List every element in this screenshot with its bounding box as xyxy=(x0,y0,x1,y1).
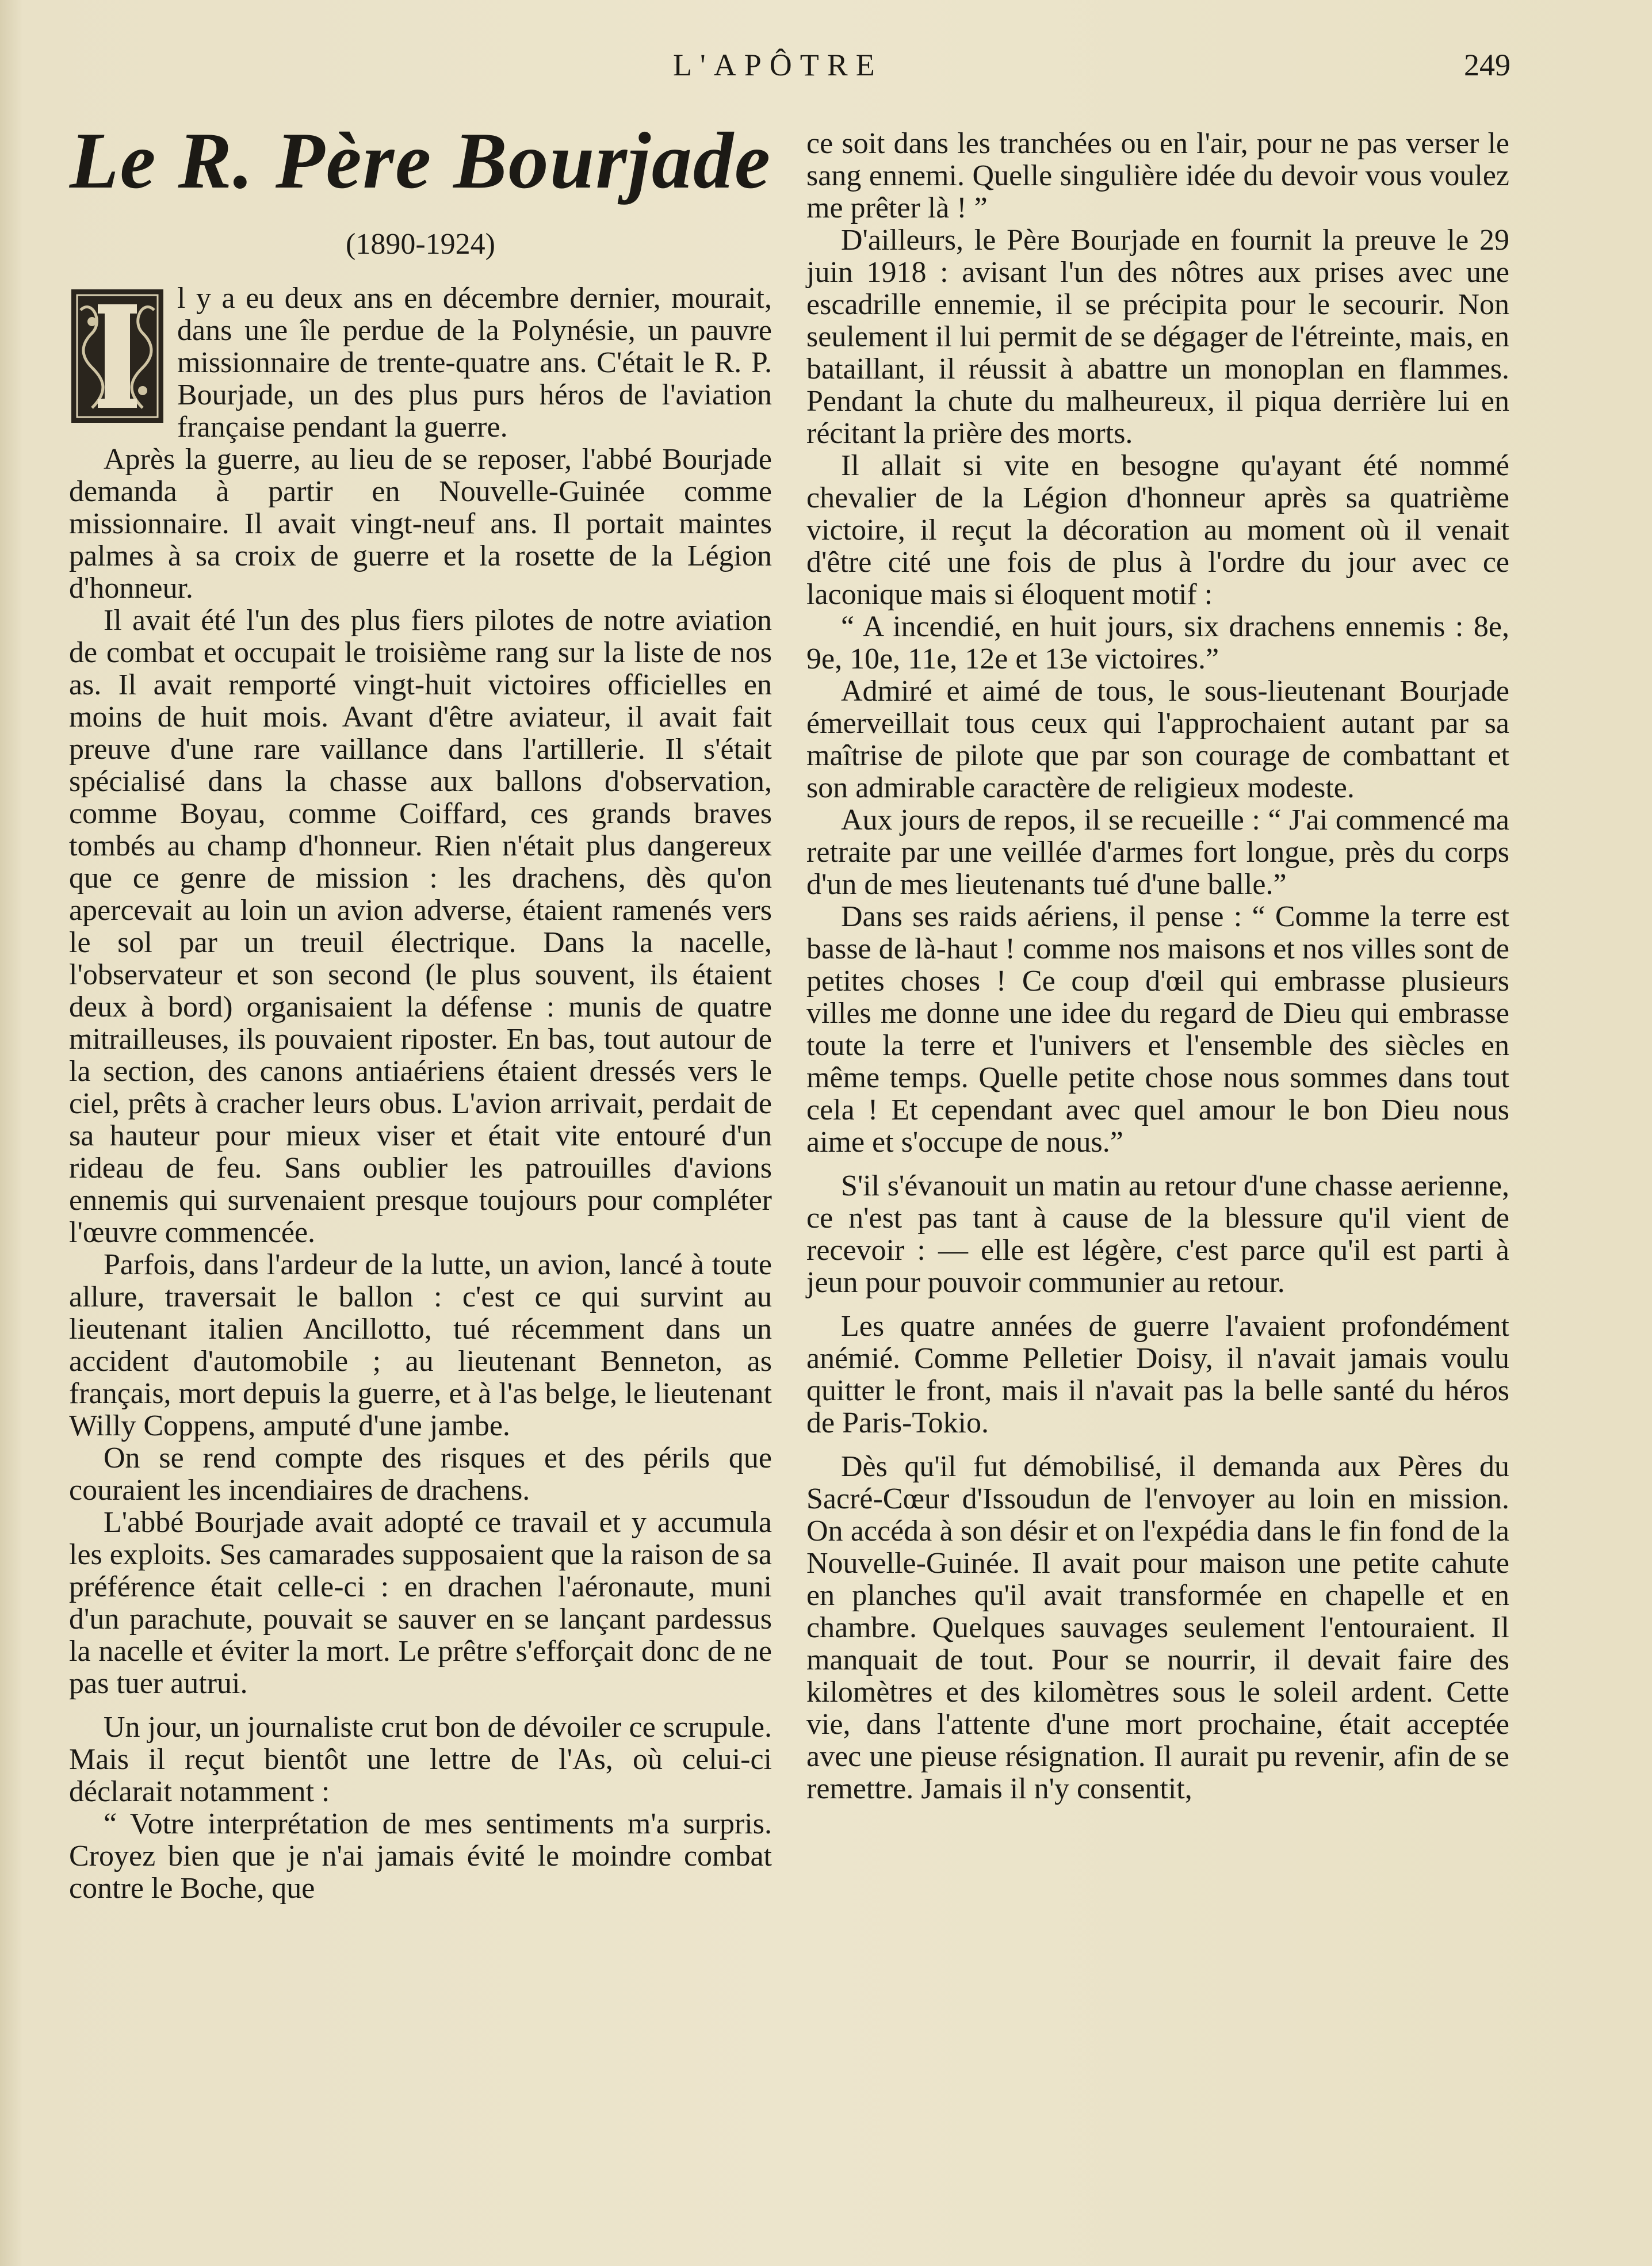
running-title: L'APÔTRE xyxy=(673,48,883,82)
paragraph: Admiré et aimé de tous, le sous-lieutenant Bourjade émerveillait tous ceux qui l'approchaient autant par sa maîtrise de pilote que par son courage de combattant et son admirable caractère de religieux modeste. xyxy=(806,675,1509,804)
right-column xyxy=(806,128,1509,1805)
paragraph: Les quatre années de guerre l'avaient profondément anémié. Comme Pelletier Doisy, il n'avait jamais voulu quitter le front, mais il n'avait pas la belle santé du héros de Paris-Tokio. xyxy=(806,1310,1509,1439)
paragraph: Dans ses raids aériens, il pense : “ Comme la terre est basse de là-haut ! comme nos maisons et nos villes sont de petites choses ! Ce coup d'œil qui embrasse plusieurs villes me donne une idee du regard de Dieu qui embrasse toute la terre et l'univers et l'ensemble des siècles en même temps. Quelle petite chose nous sommes dans tout cela ! Et cependant avec quel amour le bon Dieu nous aime et s'occupe de nous.” xyxy=(806,900,1509,1159)
left-column xyxy=(69,118,772,1905)
paragraph-opening: l y a eu deux ans en décembre dernier, mourait, dans une île perdue de la Polynésie, un pauvre missionnaire de trente-quatre ans. C'était le R. P. Bourjade, un des plus purs héros de l'aviation française pendant la guerre. xyxy=(177,282,772,444)
quote-paragraph: “ Votre interprétation de mes sentiments m'a surpris. Croyez bien que je n'ai jamais évité le moindre combat contre le Boche, que xyxy=(69,1808,772,1905)
paragraph: Parfois, dans l'ardeur de la lutte, un avion, lancé à toute allure, traversait le ballon : c'est ce qui survint au lieutenant italien Ancillotto, tué récemment dans un accident d'automobile ; au lieutenant Benneton, as français, mort depuis la guerre, et à l'as belge, le lieutenant Willy Coppens, amputé d'une jambe. xyxy=(69,1248,772,1442)
paragraph: Après la guerre, au lieu de se reposer, l'abbé Bourjade demanda à partir en Nouvelle-Guinée comme missionnaire. Il avait vingt-neuf ans. Il portait maintes palmes à sa croix de guerre et la rosette de la Légion d'honneur. xyxy=(69,443,772,605)
paragraph: On se rend compte des risques et des périls que couraient les incendiaires de drachens. xyxy=(69,1442,772,1507)
paragraph: Dès qu'il fut démobilisé, il demanda aux Pères du Sacré-Cœur d'Issoudun de l'envoyer au loin en mission. On accéda à son désir et on l'expédia dans le fin fond de la Nouvelle-Guinée. Il avait pour maison une petite cahute en planches qu'il avait transformée en chapelle et en chambre. Quelques sauvages seulement l'entouraient. Il manquait de tout. Pour se nourrir, il devait faire des kilomètres et des kilomètres sous le soleil ardent. Cette vie, dans l'attente d'une mort prochaine, était acceptée avec une pieuse résignation. Il aurait pu revenir, afin de se remettre. Jamais il n'y consentit, xyxy=(806,1450,1509,1805)
paragraph: L'abbé Bourjade avait adopté ce travail et y accumula les exploits. Ses camarades supposaient que la raison de sa préférence était celle-ci : en drachen l'aéronaute, muni d'un parachute, pouvait se sauver en se lançant pardessus la nacelle et éviter la mort. Le prêtre s'efforçait donc de ne pas tuer autrui. xyxy=(69,1506,772,1700)
paragraph: Il allait si vite en besogne qu'ayant été nommé chevalier de la Légion d'honneur après sa quatrième victoire, il reçut la décoration au moment où il venait d'être cité une fois de plus à l'ordre du jour avec ce laconique mais si éloquent motif : xyxy=(806,449,1509,611)
paragraph: Il avait été l'un des plus fiers pilotes de notre aviation de combat et occupait le troisième rang sur la liste de nos as. Il avait remporté vingt-huit victoires officielles en moins de huit mois. Avant d'être aviateur, il avait fait preuve d'une rare vaillance dans l'artillerie. Il s'était spécialisé dans la chasse aux ballons d'observation, comme Boyau, comme Coiffard, ces grands braves tombés au champ d'honneur. Rien n'était plus dangereux que ce genre de mission : les drachens, dès qu'on apercevait au loin un avion adverse, étaient ramenés vers le sol par un treuil électrique. Dans la nacelle, l'observateur et son second (le plus souvent, ils étaient deux à bord) organisaient la défense : munis de quatre mitrailleuses, ils pouvaient riposter. En bas, tout autour de la section, des canons antiaériens étaient dressés vers le ciel, prêts à cracher leurs obus. L'avion arrivait, perdait de sa hauteur pour mieux viser et était vite entouré d'un rideau de feu. Sans oublier les patrouilles d'avions ennemis qui survenaient presque toujours pour compléter l'œuvre commencée. xyxy=(69,604,772,1249)
ornamental-dropcap-icon xyxy=(69,287,166,425)
page-number: 249 xyxy=(1464,48,1510,82)
opening-paragraph-block xyxy=(69,282,772,444)
quote-paragraph: “ A incendié, en huit jours, six drachens ennemis : 8e, 9e, 10e, 11e, 12e et 13e victoires.” xyxy=(806,610,1509,675)
paragraph: S'il s'évanouit un matin au retour d'une chasse aerienne, ce n'est pas tant à cause de la blessure qu'il vient de recevoir : — elle est légère, c'est parce qu'il est parti à jeun pour pouvoir communier au retour. xyxy=(806,1170,1509,1299)
paragraph: Un jour, un journaliste crut bon de dévoiler ce scrupule. Mais il reçut bientôt une lettre de l'As, où celui-ci déclarait notamment : xyxy=(69,1711,772,1808)
article-title: Le R. Père Bourjade xyxy=(69,116,772,205)
paragraph: D'ailleurs, le Père Bourjade en fournit la preuve le 29 juin 1918 : avisant l'un des nôtres aux prises avec une escadrille ennemie, il se précipita pour le secourir. Non seulement il lui permit de se dégager de l'étreinte, mais, en bataillant, il réussit à abattre un monoplan en flammes. Pendant la chute du malheureux, il piqua derrière lui en récitant la prière des morts. xyxy=(806,224,1509,450)
paragraph-continued: ce soit dans les tranchées ou en l'air, pour ne pas verser le sang ennemi. Quelle singulière idée du devoir vous voulez me prêter là ! ” xyxy=(806,127,1509,224)
paragraph: Aux jours de repos, il se recueille : “ J'ai commencé ma retraite par une veillée d'armes fort longue, près du corps d'un de mes lieutenants tué d'une balle.” xyxy=(806,804,1509,901)
article-dates: (1890-1924) xyxy=(346,228,495,261)
